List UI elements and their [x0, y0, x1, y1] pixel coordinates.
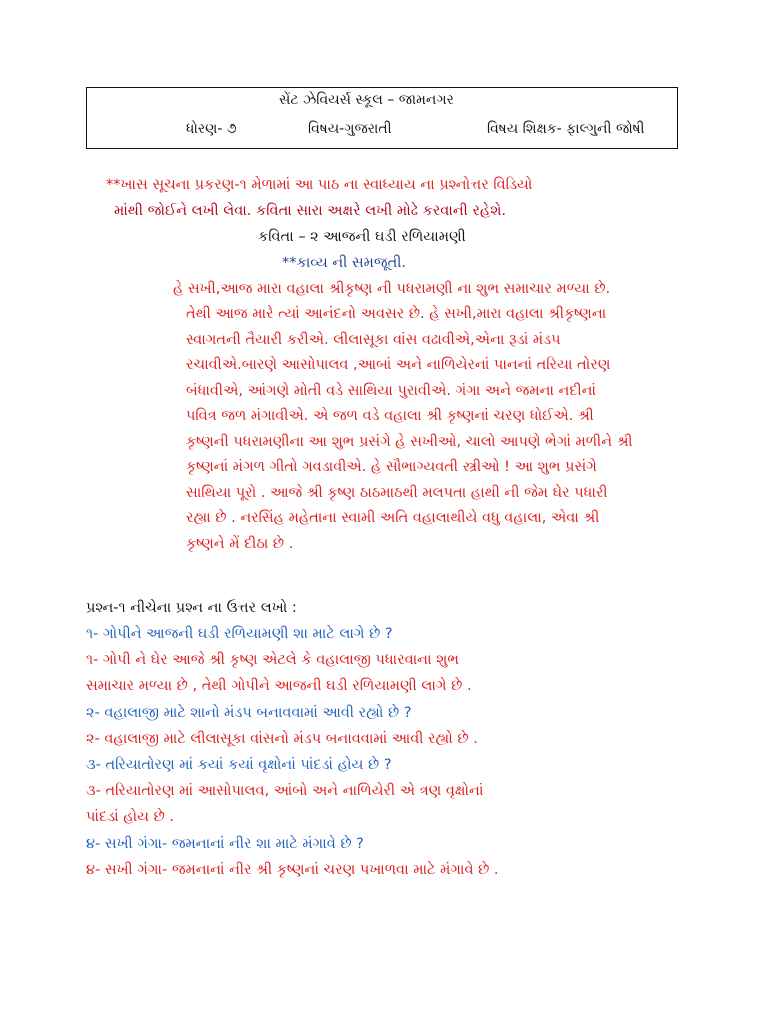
question-line: ૪- સખી ગંગા- જમનાનાં નીર શા માટે મંગાવે છે ? — [86, 836, 364, 852]
explanation-line: કૃષ્ણને મેં દીઠા છે . — [186, 536, 294, 552]
subject-label: વિષય-ગુજરાતી — [308, 121, 392, 137]
answer-line: ૧- ગોપી ને ઘેર આજે શ્રી કૃષ્ણ એટલે કે વહાલાજી પધારવાના શુભ — [86, 652, 459, 668]
school-name: સેંટ ઝેવિયર્સ સ્કૂલ – જામનગર — [279, 92, 454, 108]
standard-label: ધોરણ- ૭ — [186, 121, 237, 137]
answer-line: ૪- સખી ગંગા- જમનાનાં નીર શ્રી કૃષ્ણનાં ચરણ પખાળવા માટે મંગાવે છે . — [86, 862, 499, 878]
explanation-line: રહ્યા છે . નરસિંહ મહેતાના સ્વામી અતિ વહાલાથીયે વધુ વહાલા, એવા શ્રી — [186, 510, 600, 526]
question-line: ૩- તરિયાતોરણ માં કયાં કયાં વૃક્ષોનાં પાંદડાં હોય છે ? — [86, 757, 392, 773]
notice-line-1: **ખાસ સૂચના પ્રકરણ-૧ મેળામાં આ પાઠ ના સ્વાધ્યાય ના પ્રશ્નોત્તર વિડિયો — [106, 177, 533, 193]
explanation-line: કૃષ્ણની પધરામણીના આ શુભ પ્રસંગે હે સખીઓ, ચાલો આપણે ભેગાં મળીને શ્રી — [186, 434, 633, 450]
explanation-line: સાથિયા પૂરો . આજે શ્રી કૃષ્ણ ઠાઠમાઠથી મલપતા હાથી ની જેમ ઘેર પધારી — [186, 485, 608, 501]
teacher-label: વિષય શિક્ષક- ફાલ્ગુની જોષી — [487, 121, 645, 137]
explanation-line: પવિત્ર જળ મંગાવીએ. એ જળ વડે વહાલા શ્રી કૃષ્ણનાં ચરણ ધોઈએ. શ્રી — [186, 408, 594, 424]
explanation-line: હે સખી,આજ મારા વહાલા શ્રીકૃષ્ણ ની પધરામણી ના શુભ સમાચાર મળ્યા છે. — [173, 281, 611, 297]
explanation-line: બંધાવીએ, આંગણે મોતી વડે સાથિયા પુરાવીએ. ગંગા અને જમના નદીનાં — [186, 383, 596, 399]
notice-line-2: માંથી જોઈને લખી લેવા. કવિતા સારા અક્ષરે લખી મોઢે કરવાની રહેશે. — [114, 203, 507, 219]
questions-heading: પ્રશ્ન-૧ નીચેના પ્રશ્ન ના ઉત્તર લખો : — [86, 600, 297, 616]
explanation-line: તેથી આજ મારે ત્યાં આનંદનો અવસર છે. હે સખી,મારા વહાલા શ્રીકૃષ્ણના — [186, 306, 607, 322]
poem-title: કવિતા – ૨ આજની ઘડી રળિયામણી — [258, 229, 466, 245]
explanation-line: સ્વાગતની તૈયારી કરીએ. લીલાસૂકા વાંસ વઢાવીએ,એના રૂડાં મંડપ — [186, 332, 561, 348]
answer-line: ૩- તરિયાતોરણ માં આસોપાલવ, આંબો અને નાળિયેરી એ ત્રણ વૃક્ષોનાં — [86, 783, 484, 799]
answer-line: સમાચાર મળ્યા છે , તેથી ગોપીને આજની ઘડી રળિયામણી લાગે છે . — [86, 678, 472, 694]
explanation-heading: **કાવ્ય ની સમજૂતી. — [282, 255, 406, 271]
question-line: ૧- ગોપીને આજની ઘડી રળિયામણી શા માટે લાગે છે ? — [86, 626, 393, 642]
explanation-line: રચાવીએ.બારણે આસોપાલવ ,આબાં અને નાળિયેરનાં પાનનાં તરિયા તોરણ — [186, 357, 611, 373]
answer-line: ૨- વહાલાજી માટે લીલાસૂકા વાંસનો મંડપ બનાવવામાં આવી રહ્યો છે . — [86, 731, 478, 747]
explanation-line: કૃષ્ણનાં મંગળ ગીતો ગવડાવીએ. હે સૌભાગ્યવતી સ્ત્રીઓ ! આ શુભ પ્રસંગે — [186, 459, 597, 475]
question-line: ૨- વહાલાજી માટે શાનો મંડપ બનાવવામાં આવી રહ્યો છે ? — [86, 705, 412, 721]
answer-line: પાંદડાં હોય છે . — [86, 809, 175, 825]
